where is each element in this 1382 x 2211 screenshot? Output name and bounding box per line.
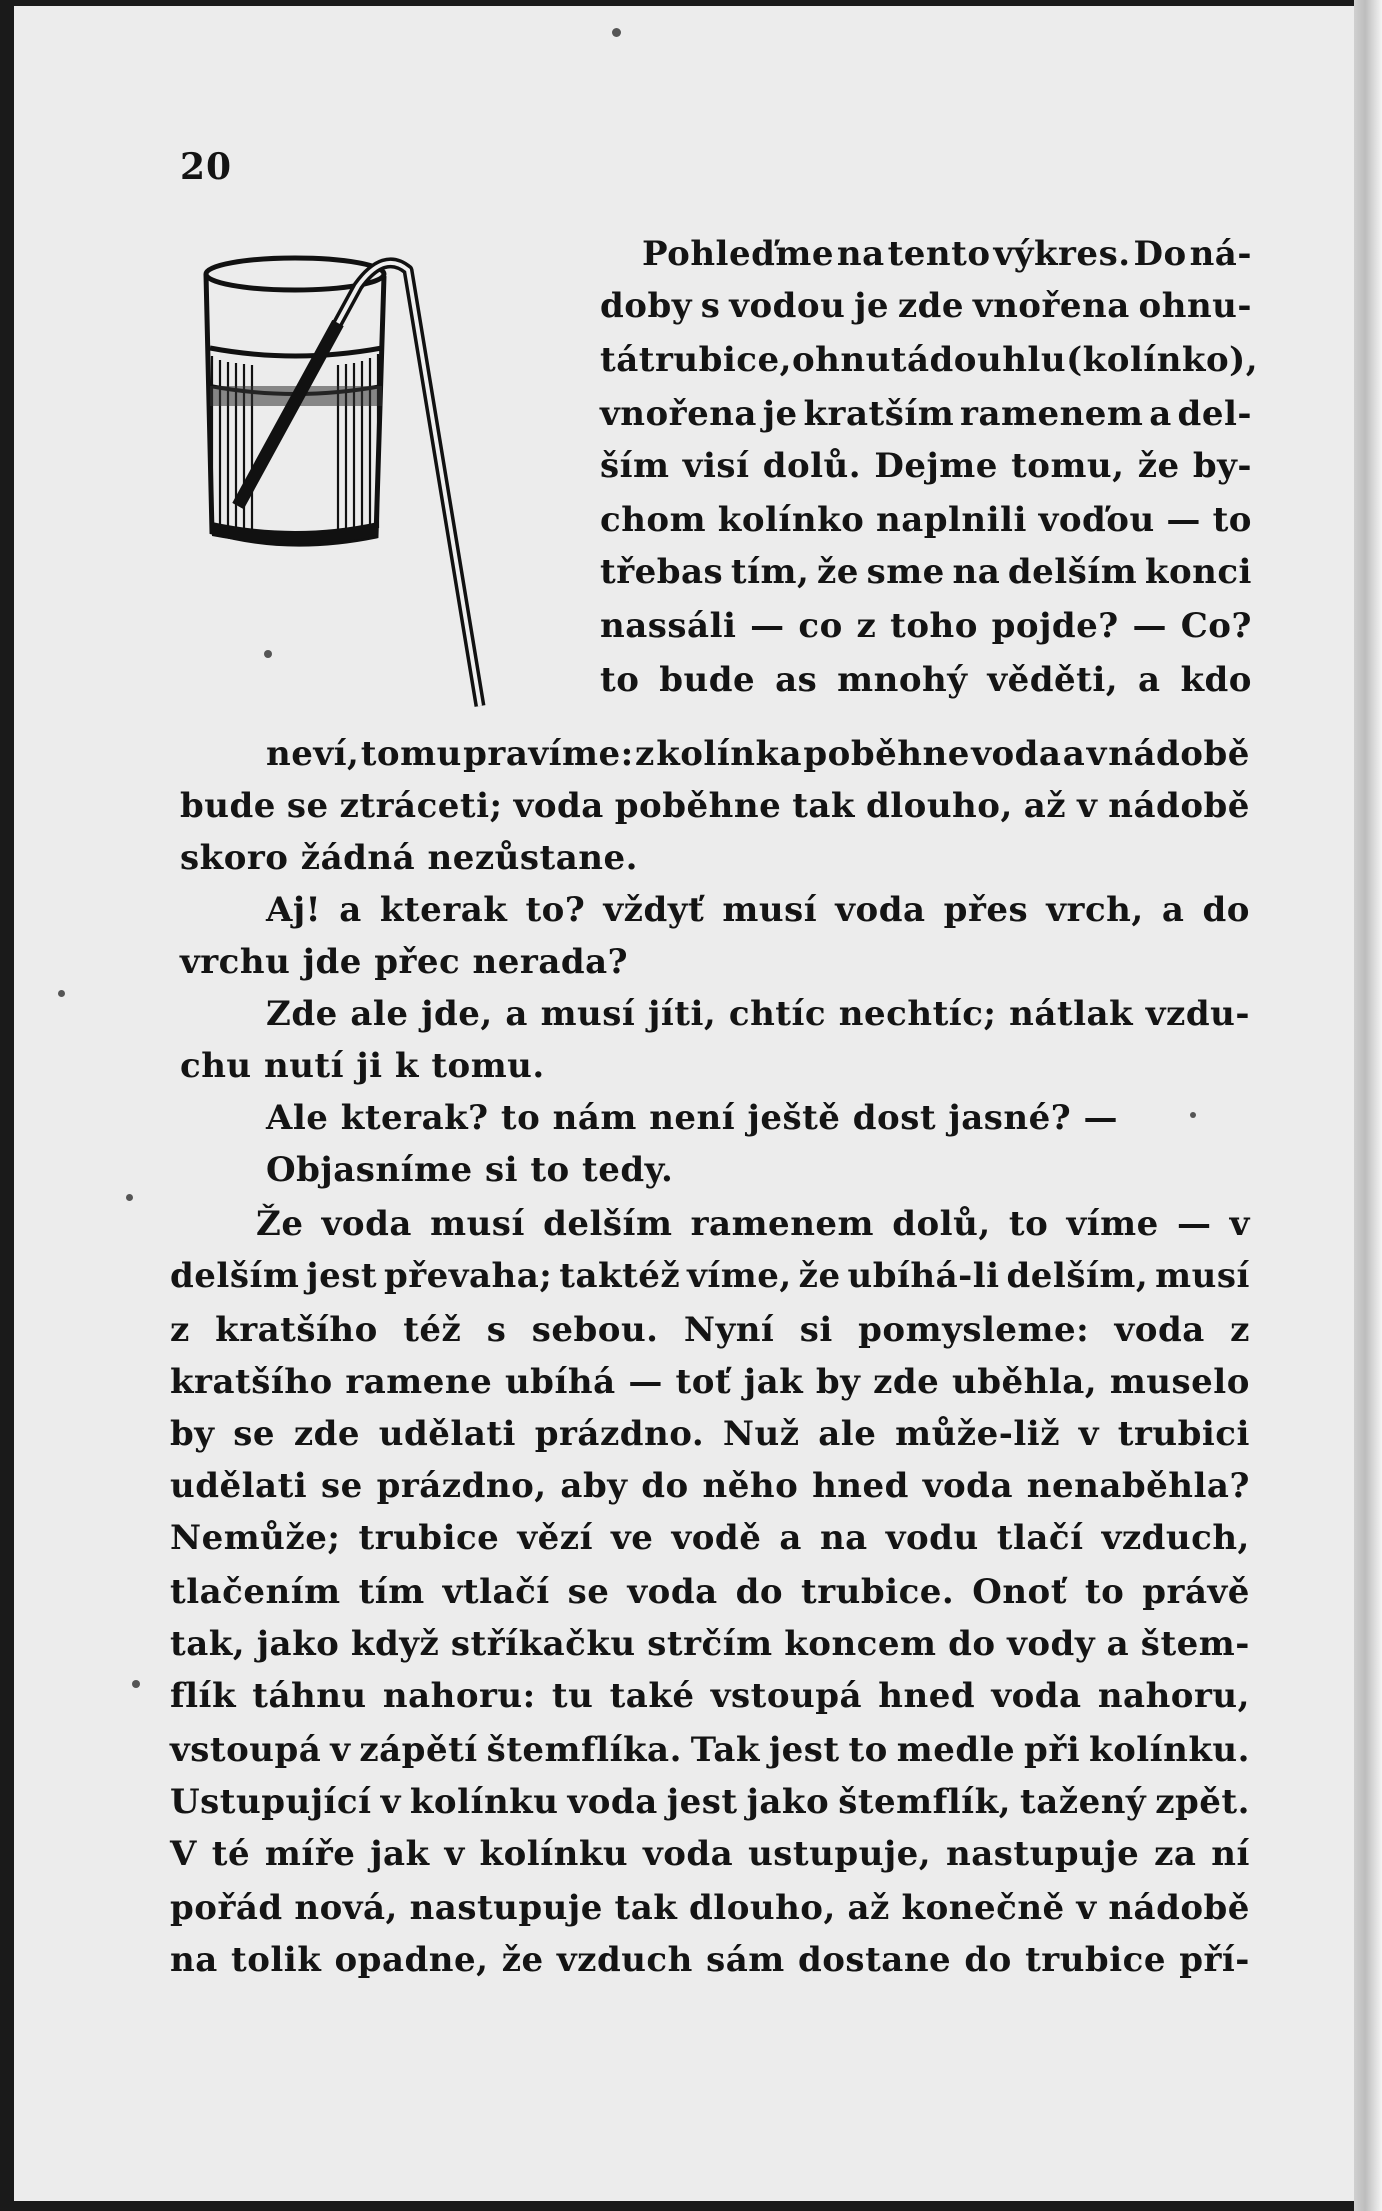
text-line: doby s vodou je zde vnořena ohnu- [600,286,1252,326]
text-line: tlačením tím vtlačí se voda do trubice. Onoť to právě [170,1572,1250,1612]
text-line: vstoupá v zápětí štemflíka. Tak jest to medle při kolínku. [170,1730,1250,1770]
text-line: třebas tím, že sme na delším konci [600,552,1252,592]
print-speck [126,1194,133,1201]
text-line: vnořena je kratším ramenem a del- [600,394,1252,434]
text-line: kratšího ramene ubíhá — toť jak by zde uběhla, muselo [170,1362,1250,1402]
text-line: neví, tomu pravíme: z kolínka poběhne voda a v nádobě [266,734,1250,774]
text-line: udělati se prázdno, aby do něho hned voda nenaběhla? [170,1466,1250,1506]
text-line: bude se ztráceti; voda poběhne tak dlouho, až v nádobě [180,786,1250,826]
text-line: Objasníme si to tedy. [266,1150,674,1190]
text-line: Ustupující v kolínku voda jest jako štemflík, tažený zpět. [170,1782,1250,1822]
text-line: Zde ale jde, a musí jíti, chtíc nechtíc; nátlak vzdu- [266,994,1250,1034]
text-line: Nemůže; trubice vězí ve vodě a na vodu tlačí vzduch, [170,1518,1250,1558]
text-line: z kratšího též s sebou. Nyní si pomysleme: voda z [170,1310,1250,1350]
text-line: tá trubice, ohnutá do uhlu (kolínko), [600,340,1259,380]
text-line: chom kolínko naplnili voďou — to [600,500,1252,540]
text-line: Že voda musí delším ramenem dolů, to víme — v [256,1204,1250,1244]
page-edge-shadow [1354,0,1382,2211]
text-line: V té míře jak v kolínku voda ustupuje, nastupuje za ní [170,1834,1250,1874]
text-line: tak, jako když stříkačku strčím koncem do vody a štem- [170,1624,1250,1664]
text-line: by se zde udělati prázdno. Nuž ale může-liž v trubici [170,1414,1250,1454]
text-line: Ale kterak? to nám není ještě dost jasné? — [266,1098,1118,1138]
text-line: nassáli — co z toho pojde? — Co? [600,606,1252,646]
print-speck [132,1680,140,1688]
text-line: to bude as mnohý věděti, a kdo [600,660,1252,700]
print-speck [612,28,621,37]
page-number: 20 [180,146,233,188]
text-line: vrchu jde přec nerada? [180,942,629,982]
text-line: skoro žádná nezůstane. [180,838,638,878]
text-line: delším jest převaha; taktéž víme, že ubíhá-li delším, musí [170,1256,1250,1296]
text-line: Pohleďme na tento výkres. Do ná- [642,234,1252,274]
text-line: ším visí dolů. Dejme tomu, že by- [600,446,1252,486]
text-line: na tolik opadne, že vzduch sám dostane do trubice pří- [170,1940,1250,1980]
print-speck [264,650,272,658]
siphon-illustration [198,236,598,716]
text-line: chu nutí ji k tomu. [180,1046,545,1086]
print-speck [58,990,65,997]
text-line: pořád nová, nastupuje tak dlouho, až konečně v nádobě [170,1888,1250,1928]
print-speck [1190,1112,1196,1118]
text-line: Aj! a kterak to? vždyť musí voda přes vrch, a do [266,890,1250,930]
text-line: flík táhnu nahoru: tu také vstoupá hned voda nahoru, [170,1676,1250,1716]
